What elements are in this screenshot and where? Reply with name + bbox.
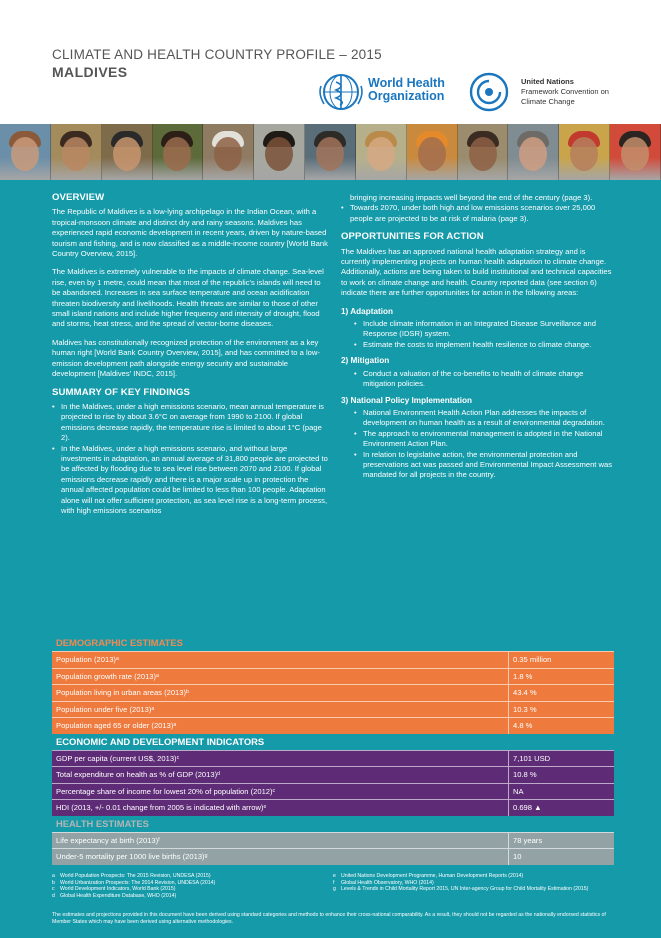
portrait-photo — [407, 124, 458, 180]
overview-paragraph-3: Maldives has constitutionally recognized protection of the environment as a key human right [World Bank Country Overview, 2015], and has committed to a low-emission development path alongside energy security and sustainable development [Maldives' INDC, 2015]. — [52, 337, 320, 379]
table-row — [52, 651, 614, 668]
table-row — [52, 717, 614, 734]
row-label: Population (2013)ᵃ — [52, 652, 509, 668]
row-value: 7,101 USD — [513, 753, 551, 763]
footnote-text: United Nations Development Programme, Human Development Reports (2014) — [341, 873, 524, 879]
policy-item: • National Environment Health Action Plan addresses the impacts of development on human health as a result of environmental degradation. — [354, 408, 613, 429]
portrait-photo — [559, 124, 610, 180]
row-value: 10.3 % — [513, 704, 537, 714]
findings-heading: SUMMARY OF KEY FINDINGS — [52, 386, 191, 398]
row-label: Percentage share of income for lowest 20% of population (2012)ᶜ — [52, 784, 509, 800]
table-row — [52, 766, 614, 783]
demographic-heading: DEMOGRAPHIC ESTIMATES — [52, 635, 614, 651]
footnote-key: c — [52, 886, 55, 893]
adaptation-item: • Include climate information in an Integrated Disease Surveillance and Response (IDSR) system. — [354, 319, 613, 340]
portrait-face — [11, 137, 39, 171]
footnote-key: f — [333, 879, 335, 886]
table-row — [52, 783, 614, 800]
policy-list — [341, 408, 613, 481]
row-value: NA — [513, 786, 524, 796]
who-wordmark — [368, 77, 445, 103]
table-row — [52, 668, 614, 685]
who-emblem-icon — [318, 72, 364, 112]
portrait-photo-strip — [0, 124, 661, 180]
mitigation-list — [341, 369, 613, 390]
who-line-1: World Health — [368, 76, 445, 90]
health-heading: HEALTH ESTIMATES — [52, 816, 614, 832]
portrait-photo — [102, 124, 153, 180]
footnote-key: a — [52, 873, 55, 879]
footnote — [333, 886, 614, 893]
footnote — [52, 886, 333, 893]
footnote — [52, 880, 333, 887]
overview-paragraph-1: The Republic of Maldives is a low-lying archipelago in the Indian Ocean, with a tropical-monsoon climate and distinct dry and rainy seasons. Maldives has experienced rapid economic development in recent years, driven by nature-based tourism and fishing, and is now classified as a middle-income country [World Bank Country Overview, 2015]. — [52, 207, 328, 259]
row-value: 10.8 % — [513, 770, 537, 779]
footnote-key: e — [333, 873, 336, 879]
portrait-photo — [153, 124, 204, 180]
portrait-face — [316, 137, 344, 171]
row-value: 43.4 % — [513, 688, 537, 697]
health-table — [52, 832, 614, 865]
economic-heading: ECONOMIC AND DEVELOPMENT INDICATORS — [52, 734, 614, 750]
portrait-photo — [458, 124, 509, 180]
who-line-2: Organization — [368, 89, 445, 103]
row-label: Population growth rate (2013)ᵃ — [52, 669, 509, 685]
adaptation-item: • Estimate the costs to implement health resilience to climate change. — [354, 340, 613, 350]
row-label: GDP per capita (current US$, 2013)ᶜ — [52, 751, 509, 767]
table-row — [52, 701, 614, 718]
finding-item: • Towards 2070, under both high and low emissions scenarios over 25,000 people are projected to be at risk of malaria (page 3). — [341, 203, 613, 224]
footnote-key: b — [52, 879, 55, 886]
portrait-face — [469, 137, 497, 171]
opportunities-heading: OPPORTUNITIES FOR ACTION — [341, 231, 484, 243]
demographic-table — [52, 651, 614, 734]
row-value: 1.8 % — [513, 671, 533, 681]
portrait-photo — [508, 124, 559, 180]
portrait-face — [163, 137, 191, 171]
row-label: HDI (2013, +/- 0.01 change from 2005 is indicated with arrow)ᵉ — [52, 800, 509, 816]
findings-list-continued — [341, 203, 613, 224]
row-value: 0.698 ▲ — [513, 803, 542, 812]
footnotes — [52, 873, 614, 899]
page-header — [0, 0, 661, 124]
footnote-key: d — [52, 892, 55, 899]
policy-item: • The approach to environmental management is adopted in the National Environment Action Plan. — [354, 429, 613, 450]
portrait-photo — [610, 124, 661, 180]
row-value: 10 — [513, 852, 522, 861]
portrait-photo — [0, 124, 51, 180]
row-label: Population living in urban areas (2013)ᵇ — [52, 685, 509, 701]
footnotes-left — [52, 873, 333, 899]
finding-item: • In the Maldives, under a high emissions scenario, mean annual temperature is projected to rise by about 3.6°C on average from 1990 to 2100. If global emissions decrease rapidly, the temperature rise is limited to about 1°C (page 2). — [52, 402, 329, 444]
economic-table — [52, 750, 614, 816]
finding-item: • In the Maldives, under a high emissions scenario, and without large investments in adaptation, an annual average of 31,800 people are projected to be affected by flooding due to sea level rise between 2070 and 2100. If global emissions decrease rapidly and there is a major scale up in protection the annual affected population could be limited to less than 100 people. Adaptation alone will not offer sufficient protection, as sea level rise is a long-term process, with high emissions scenarios — [52, 444, 329, 517]
portrait-photo — [356, 124, 407, 180]
table-row — [52, 832, 614, 849]
portrait-face — [621, 137, 649, 171]
indicator-tables — [52, 635, 614, 865]
disclaimer: The estimates and projections provided in this document have been derived using standard categories and methods to enhance their cross-national comparability. As a result, they should not be regarded as the nationally endorsed statistics of Member States which may have been derived using alternative methodologies. — [52, 912, 606, 925]
mitigation-item: • Conduct a valuation of the co-benefits to health of climate change mitigation policies. — [354, 369, 613, 390]
footnotes-right — [333, 873, 614, 899]
portrait-face — [214, 137, 242, 171]
footnote-text: World Population Prospects: The 2015 Revision, UNDESA (2015) — [60, 873, 211, 879]
portrait-photo — [305, 124, 356, 180]
table-row — [52, 750, 614, 767]
row-label: Total expenditure on health as % of GDP (2013)ᵈ — [52, 767, 509, 783]
footnote — [52, 893, 333, 900]
unfccc-wordmark — [521, 77, 609, 107]
unfccc-line-3: Climate Change — [521, 97, 575, 106]
portrait-face — [418, 137, 446, 171]
opportunities-intro: The Maldives has an approved national health adaptation strategy and is currently implementing projects on human health adaptation to climate change. Additionally, actions are being taken to build institutional and technical capacities to work on climate change and health. Country reported data (see section 6) indicate there are further opportunities for action in the following areas: — [341, 246, 612, 298]
right-column — [341, 193, 613, 481]
finding-continuation: bringing increasing impacts well beyond the end of the century (page 3). — [350, 193, 593, 202]
row-label: Life expectancy at birth (2013)ᶠ — [52, 833, 509, 849]
footnote — [52, 873, 333, 880]
footnote-text: World Urbanization Prospects: The 2014 Revision, UNDESA (2014) — [60, 879, 216, 886]
portrait-face — [113, 137, 141, 171]
adaptation-list — [341, 319, 613, 350]
footnote — [333, 873, 614, 880]
policy-heading: 3) National Policy Implementation — [341, 395, 473, 405]
portrait-face — [62, 137, 90, 171]
footnote-key: g — [333, 886, 336, 893]
footnote-text: World Development Indicators, World Bank (2015) — [60, 886, 176, 893]
row-value: 4.8 % — [513, 721, 533, 730]
portrait-photo — [203, 124, 254, 180]
portrait-photo — [51, 124, 102, 180]
adaptation-heading: 1) Adaptation — [341, 306, 394, 316]
footnote-text: Global Health Expenditure Database, WHO (2014) — [60, 892, 177, 899]
table-row — [52, 799, 614, 816]
portrait-face — [570, 137, 598, 171]
portrait-photo — [254, 124, 305, 180]
page-title: CLIMATE AND HEALTH COUNTRY PROFILE – 2015 — [52, 47, 382, 62]
table-row — [52, 848, 614, 865]
row-label: Population aged 65 or older (2013)ᵃ — [52, 718, 509, 734]
policy-item: • In relation to legislative action, the environmental protection and preservations act was passed and Environmental Impact Assessment was mandated for all projects in the country. — [354, 450, 613, 481]
portrait-face — [519, 137, 547, 171]
portrait-face — [367, 137, 395, 171]
overview-paragraph-2: The Maldives is extremely vulnerable to the impacts of climate change. Sea-level rise, even by 1 metre, could mean that most of the republic's islands will need to be abandoned. Increases in sea surface temperature and ocean acidification threaten biodiversity and livelihoods. Health threats are similar to those of other small island nations and include higher frequency and intensity of drought, flood and storms, heat stress, and the spread of vector-borne diseases. — [52, 267, 324, 329]
unfccc-line-2: Framework Convention on — [521, 87, 609, 96]
row-label: Under-5 mortality per 1000 live births (2013)ᵍ — [52, 849, 509, 865]
mitigation-heading: 2) Mitigation — [341, 356, 390, 366]
table-row — [52, 684, 614, 701]
unfccc-emblem-icon — [469, 72, 509, 112]
footnote-text: Levels & Trends in Child Mortality Report 2015, UN Inter-agency Group for Child Mortality Estimation (2015) — [341, 886, 589, 893]
overview-heading: OVERVIEW — [52, 192, 105, 203]
footnote — [333, 880, 614, 887]
left-column — [52, 193, 329, 516]
row-value: 0.35 million — [513, 655, 552, 664]
portrait-face — [265, 137, 293, 171]
row-label: Population under five (2013)ᵃ — [52, 702, 509, 718]
row-value: 78 years — [513, 835, 543, 845]
unfccc-line-1: United Nations — [521, 77, 574, 86]
country-name: MALDIVES — [52, 64, 128, 80]
findings-list — [52, 402, 329, 516]
footnote-text: Global Health Observatory, WHO (2014) — [341, 879, 434, 886]
